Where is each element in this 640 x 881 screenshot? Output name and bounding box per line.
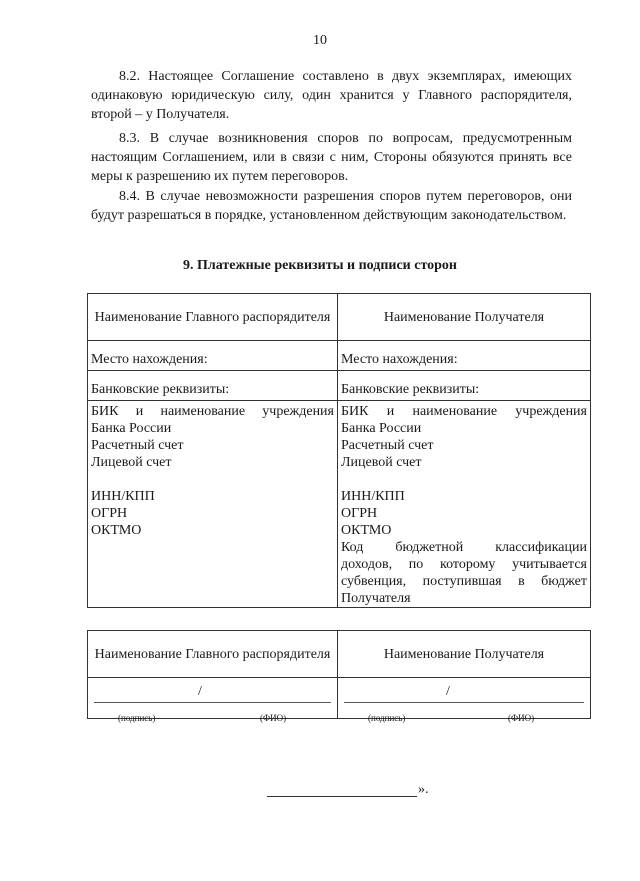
caption-signature-right: (подпись) (368, 713, 406, 723)
caption-signature-left: (подпись) (118, 713, 156, 723)
signature-header-right: Наименование Получателя (338, 631, 591, 678)
bank-label-left: Банковские реквизиты: (88, 371, 338, 401)
req-right-personal-account: Лицевой счет (341, 455, 422, 470)
requisites-right-block (338, 401, 591, 608)
signature-slash-left: / (198, 684, 202, 699)
requisites-header-left: Наименование Главного распорядителя (88, 294, 338, 341)
caption-name-left: (ФИО) (260, 713, 287, 723)
req-left-account: Расчетный счет (91, 438, 184, 453)
req-left-oktmo: ОКТМО (91, 523, 142, 538)
req-left-ogrn: ОГРН (91, 506, 128, 521)
signature-slash-right: / (446, 684, 450, 699)
req-left-bank: Банка России (91, 421, 172, 436)
signature-cell-right (338, 678, 591, 723)
signature-table (87, 630, 591, 723)
signature-cell-left (88, 678, 338, 723)
req-left-inn: ИНН/КПП (91, 489, 155, 504)
signature-header-left: Наименование Главного распорядителя (88, 631, 338, 678)
req-right-kbk-1: Код бюджетной классификации (341, 540, 587, 555)
req-right-kbk-2: доходов, по которому учитывается (341, 557, 587, 572)
signature-line-left (94, 702, 331, 703)
paragraph-8-4: 8.4. В случае невозможности разрешения споров путем переговоров, они будут разрешаться в порядке, установленном действующим законодательством. (91, 189, 572, 223)
req-right-kbk-3: субвенция, поступившая в бюджет (341, 574, 587, 589)
req-right-account: Расчетный счет (341, 438, 434, 453)
requisites-header-right: Наименование Получателя (338, 294, 591, 341)
req-right-oktmo: ОКТМО (341, 523, 392, 538)
paragraph-8-3: 8.3. В случае возникновения споров по вопросам, предусмотренным настоящим Соглашением, или в связи с ним, Стороны обязуются принять все меры к разрешению их путем переговоров. (91, 131, 572, 184)
req-left-personal-account: Лицевой счет (91, 455, 172, 470)
closing-mark: ». (418, 782, 429, 797)
closing-underline (267, 796, 417, 797)
caption-name-right: (ФИО) (508, 713, 535, 723)
req-left-bik: БИК и наименование учреждения (91, 404, 334, 419)
req-right-inn: ИНН/КПП (341, 489, 405, 504)
req-right-kbk-4: Получателя (341, 591, 411, 606)
req-right-ogrn: ОГРН (341, 506, 378, 521)
requisites-table (87, 293, 591, 608)
signature-line-right (344, 702, 584, 703)
req-right-bank: Банка России (341, 421, 422, 436)
section-heading: 9. Платежные реквизиты и подписи сторон (182, 258, 457, 273)
requisites-left-block (88, 401, 338, 608)
bank-label-right: Банковские реквизиты: (338, 371, 591, 401)
req-right-bik: БИК и наименование учреждения (341, 404, 587, 419)
location-label-right: Место нахождения: (338, 341, 591, 371)
paragraph-8-2: 8.2. Настоящее Соглашение составлено в двух экземплярах, имеющих одинаковую юридическую силу, один хранится у Главного распорядителя, второй – у Получателя. (91, 69, 572, 122)
location-label-left: Место нахождения: (88, 341, 338, 371)
page-number: 10 (313, 33, 327, 48)
